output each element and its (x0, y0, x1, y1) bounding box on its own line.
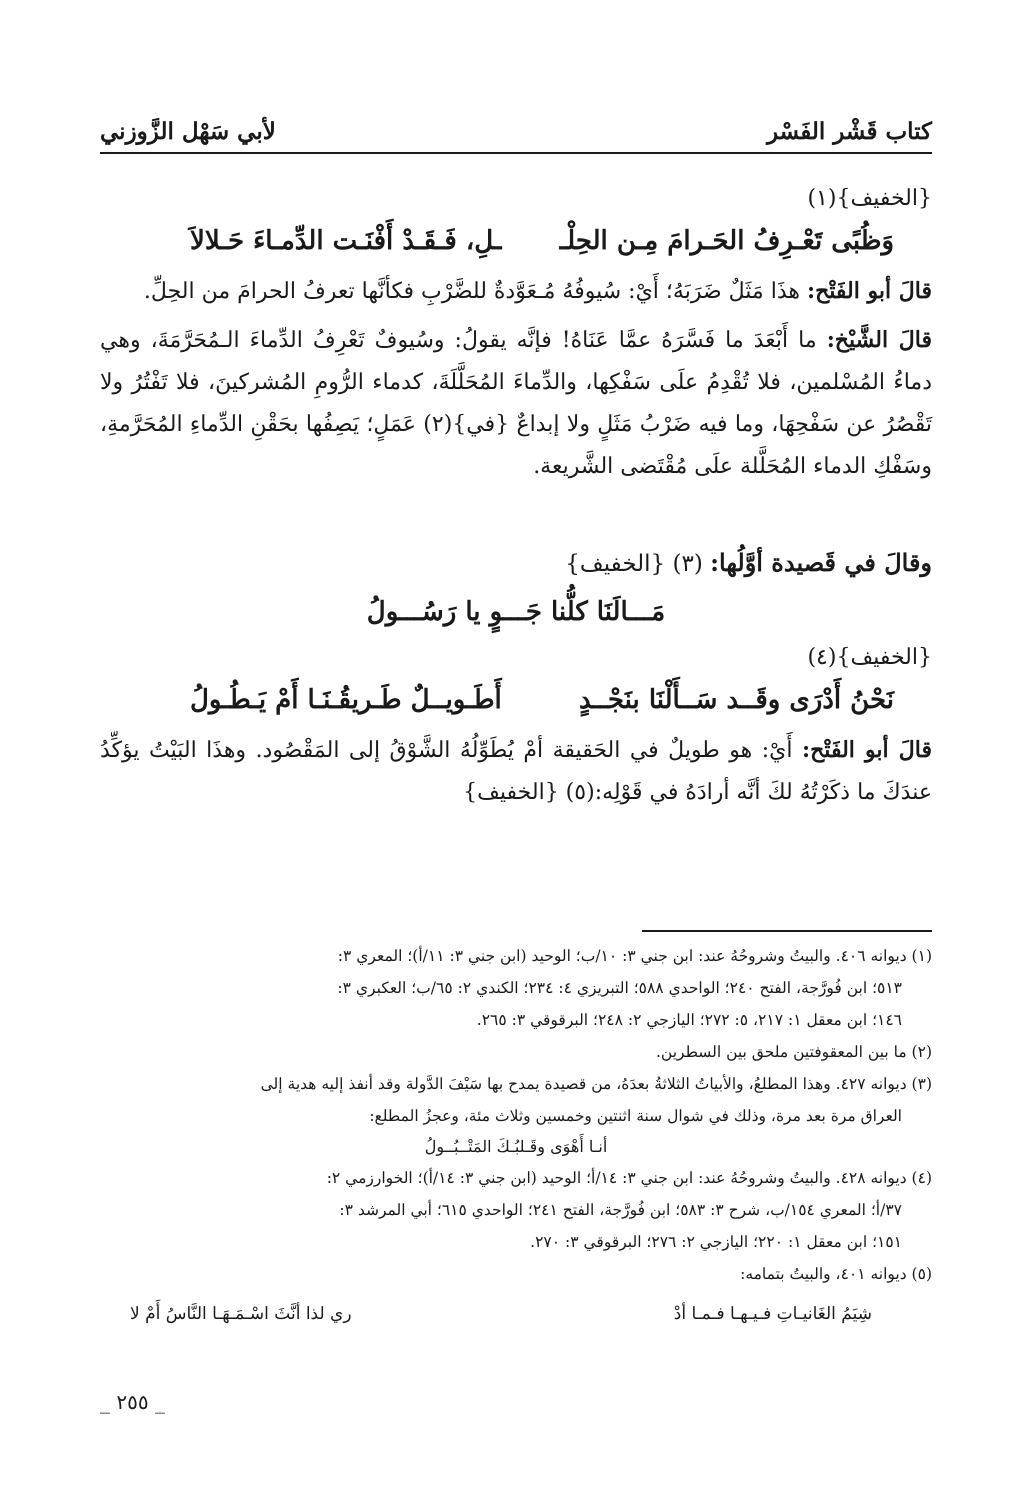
footnote-1-line: (١) ديوانه ٤٠٦. والبيتُ وشروحُهُ عند: ابن جني ٣: ١٠/ب؛ الوحيد (ابن جني ٣: ١١/أ)؛ المعري ٣: (337, 947, 932, 965)
verse-first-hemistich: نَحْنُ أَدْرَى وقَــد سَــأَلْنَا بنَجْــدٍ (579, 685, 894, 715)
book-title: كتاب قَشْر الفَسْر (766, 118, 932, 145)
footnote-3-line: (٣) ديوانه ٤٢٧. وهذا المطلعُ، والأبياتُ الثلاثةُ بعدَهُ، من قصيدة يمدح بها سَيْفَ الدَّولة وقد أنفذ إليه هدية إلى (260, 1075, 932, 1093)
poem-verse (100, 220, 932, 262)
footnote-4-line: (٤) ديوانه ٤٢٨. والبيتُ وشروحُهُ عند: ابن جني ٣: ١٤/أ؛ الوحيد (ابن جني ٣: ١٤/أ)؛ الخوارزمي ٢: (326, 1169, 932, 1187)
commentary-abu-alfath (100, 270, 932, 313)
footnote-5: (٥) ديوانه ٤٠١، والبيتُ بتمامه: (740, 1265, 932, 1283)
verse-first-hemistich: وَظُبًى تَعْـرِفُ الحَـرامَ مِـن الحِلْـ (559, 226, 894, 256)
opening-hemistich: مَـــالَنَا كلُّنا جَـــوٍ يا رَسُـــولُ (366, 597, 666, 627)
running-header (100, 112, 932, 154)
verse-second-hemistich: أَطَـويــلٌ طَـريقُـنَـا أَمْ يَـطُـولُ (190, 685, 502, 715)
opening-verse (100, 591, 932, 633)
footnote-2: (٢) ما بين المعقوفتين ملحق بين السطرين. (655, 1043, 932, 1061)
commentary-text: هذَا مَثَلٌ ضَرَبَهُ؛ أَيْ: سُيوفُهُ مُـعَوَّدةٌ للضَّرْبِ فكأنَّها تعرفُ الحرامَ من الحِلِّ. (143, 279, 800, 304)
poem-verse (100, 679, 932, 721)
page-number: _ ٢٥٥ _ (100, 1390, 165, 1414)
footnote-1-line: ١٤٦؛ ابن معقل ١: ٢١٧، ٥: ٢٧٢؛ اليازجي ٢: ٢٤٨؛ البرقوقي ٣: ٢٦٥. (476, 1011, 902, 1029)
poem-intro (100, 542, 932, 585)
speaker-label: قالَ الشَّيْخ: (826, 327, 933, 353)
footnote-3-line: العراق مرة بعد مرة، وذلك في شوال سنة اثنتين وخمسين وثلاث مئة، وعجزُ المطلع: (369, 1107, 902, 1125)
poem-intro-lead: وقالَ في قَصيدة أوَّلُها: (710, 548, 932, 577)
speaker-label: قالَ أبو الفَتْح: (801, 737, 932, 763)
footnote-verse-first: شِيَمُ الغَانيـاتِ فـيـهـا فـمـا أدْ (673, 1304, 872, 1324)
poem-intro-meter: (٣) {الخفيف} (565, 551, 703, 577)
main-text (100, 182, 932, 820)
footnote-4-line: ١٥١؛ ابن معقل ١: ٢٢٠؛ اليازجي ٢: ٢٧٦؛ البرقوقي ٣: ٢٧٠. (530, 1233, 902, 1251)
commentary-abu-alfath (100, 729, 932, 814)
footnote-3-verse (100, 1132, 932, 1162)
meter-label: {الخفيف}(١) (807, 186, 932, 211)
footnotes (100, 940, 932, 1332)
speaker-label: قالَ أبو الفَتْح: (806, 278, 932, 304)
footnote-separator (642, 930, 932, 932)
meter-label: {الخفيف}(٤) (807, 645, 932, 670)
author-name: لأبي سَهْل الزَّوزني (100, 118, 276, 145)
commentary-text: ما أَبْعَدَ ما فَسَّرَهُ عمَّا عَنَاهُ! فإنَّه يقولُ: وسُيوفٌ تَعْرِفُ الدِّماءَ الـمُحَرَّمَةَ، وهي دماءُ المُسْلمين، فلا تُقْدِمُ علَى سَفْكِها، والدِّماءَ المُحَلَّلَةَ، كدماء الرُّومِ المُشركينَ، فلا تَفْتُرُ ولا تَقْصُرُ عن سَفْحِهَا، وما فيه ضَرْبُ مَثَلٍ ولا إبداعٌ {في}(٢) عَمَلٍ؛ يَصِفُها بحَقْنِ الدِّماءِ المُحَرَّمةِ، وسَفْكِ الدماء المُحَلَّلة علَى مُقْتَضى الشَّريعة. (100, 328, 932, 479)
commentary-text: أَيْ: هو طويلٌ في الحَقيقة أمْ يُطَوِّلُهُ الشَّوْقُ إلى المَقْصُود. وهذَا البَيْتُ يؤكِّدُ عندَكَ ما ذكَرْتُهُ لكَ أنَّه أرادَهُ في قَوْلِه:(٥) {الخفيف} (100, 738, 932, 805)
footnote-verse-text: أنـا أَهْوَى وقَـلبُـكَ المَتْــبُــولُ (424, 1137, 608, 1156)
commentary-sheikh (100, 319, 932, 488)
verse-second-hemistich: ـلِ، فَـقَـدْ أَفْنَـت الدِّمـاءَ حَـلالاَ (190, 226, 502, 256)
footnote-1-line: ٥١٣؛ ابن فُورَّجة، الفتح ٢٤٠؛ الواحدي ٥٨٨؛ التبريزي ٤: ٢٣٤؛ الكندي ٢: ٦٥/ب؛ العكبري ٣: (337, 979, 902, 997)
footnote-4-line: ٣٧/أ؛ المعري ١٥٤/ب، شرح ٣: ٥٨٣؛ ابن فُورَّجة، الفتح ٢٤١؛ الواحدي ٦١٥؛ أبي المرشد ٣: (339, 1201, 902, 1219)
footnote-verse-second: ري لذا أنَّثَ اسْـمَـهَـا النَّاسُ أَمْ لا (130, 1304, 352, 1324)
footnote-5-verse (100, 1296, 932, 1332)
